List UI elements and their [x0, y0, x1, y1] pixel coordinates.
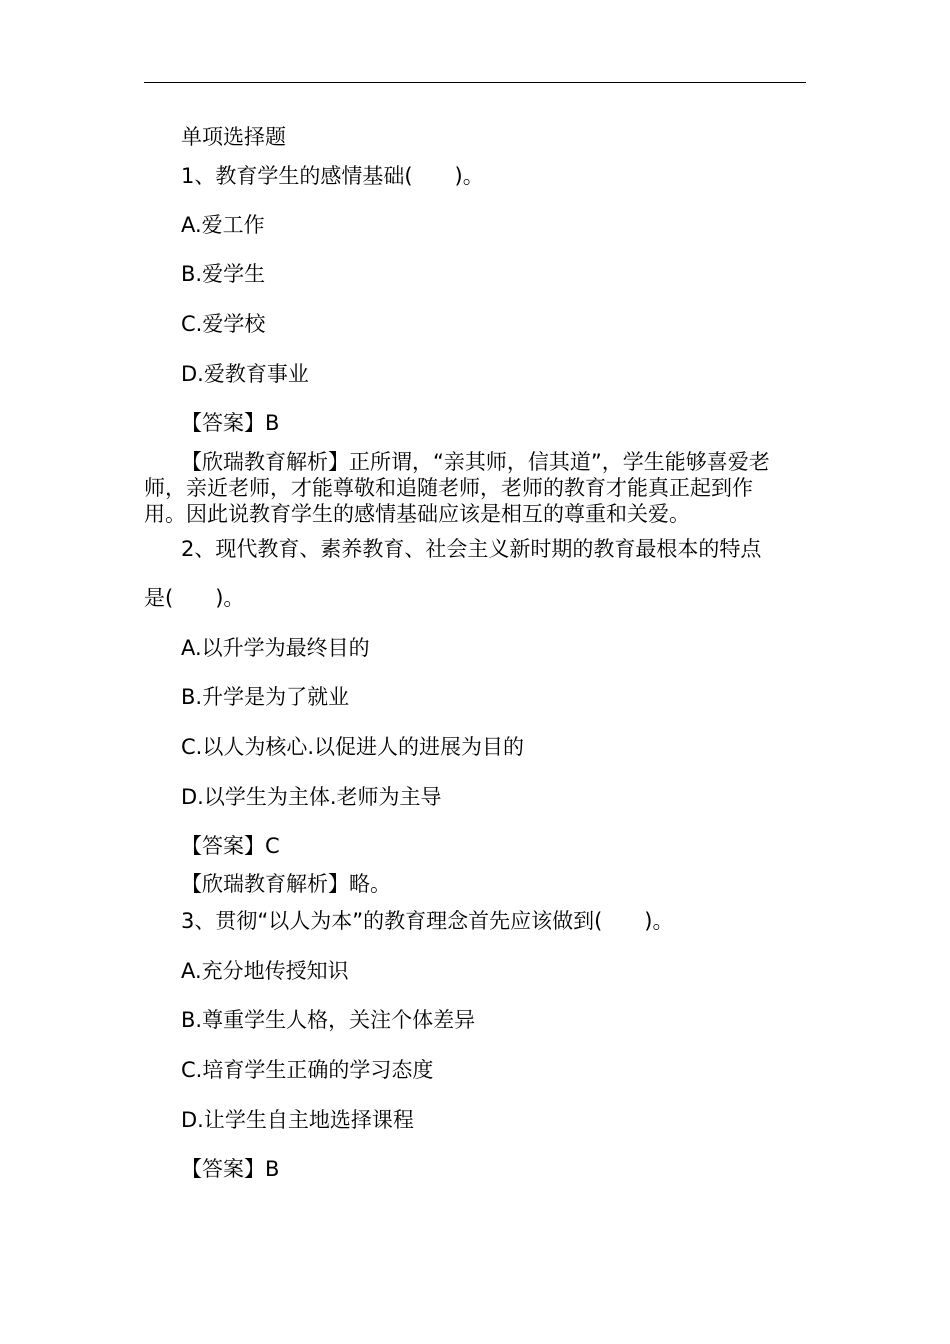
question-2-answer: 【答案】C — [181, 834, 280, 858]
question-1-stem: 1、教育学生的感情基础( )。 — [181, 164, 484, 188]
question-2-stem-line-1: 2、现代教育、素养教育、社会主义新时期的教育最根本的特点 — [181, 537, 762, 561]
question-1-option-d: D.爱教育事业 — [181, 362, 309, 386]
question-1-option-b: B.爱学生 — [181, 262, 266, 286]
question-3-answer: 【答案】B — [181, 1157, 280, 1181]
header-rule — [144, 82, 806, 83]
question-3-option-c: C.培育学生正确的学习态度 — [181, 1058, 434, 1082]
question-2-option-c: C.以人为核心.以促进人的进展为目的 — [181, 735, 525, 759]
question-3-option-a: A.充分地传授知识 — [181, 959, 349, 983]
section-title: 单项选择题 — [181, 125, 286, 149]
question-2-option-b: B.升学是为了就业 — [181, 685, 350, 709]
question-3-option-b: B.尊重学生人格，关注个体差异 — [181, 1008, 476, 1032]
question-1-option-a: A.爱工作 — [181, 213, 265, 237]
question-1-analysis: 【欣瑞教育解析】正所谓，“亲其师，信其道”，学生能够喜爱老师，亲近老师，才能尊敬和追随老师，老师的教育才能真正起到作用。因此说教育学生的感情基础应该是相互的尊重和关爱。 — [144, 450, 770, 526]
question-1-option-c: C.爱学校 — [181, 312, 266, 336]
question-2-stem-line-2: 是( )。 — [144, 586, 245, 610]
question-2-analysis: 【欣瑞教育解析】略。 — [181, 872, 391, 896]
question-3-stem: 3、贯彻“以人为本”的教育理念首先应该做到( )。 — [181, 909, 674, 933]
question-3-option-d: D.让学生自主地选择课程 — [181, 1108, 414, 1132]
question-2-option-a: A.以升学为最终目的 — [181, 636, 370, 660]
question-1-answer: 【答案】B — [181, 411, 280, 435]
question-2-option-d: D.以学生为主体.老师为主导 — [181, 785, 442, 809]
